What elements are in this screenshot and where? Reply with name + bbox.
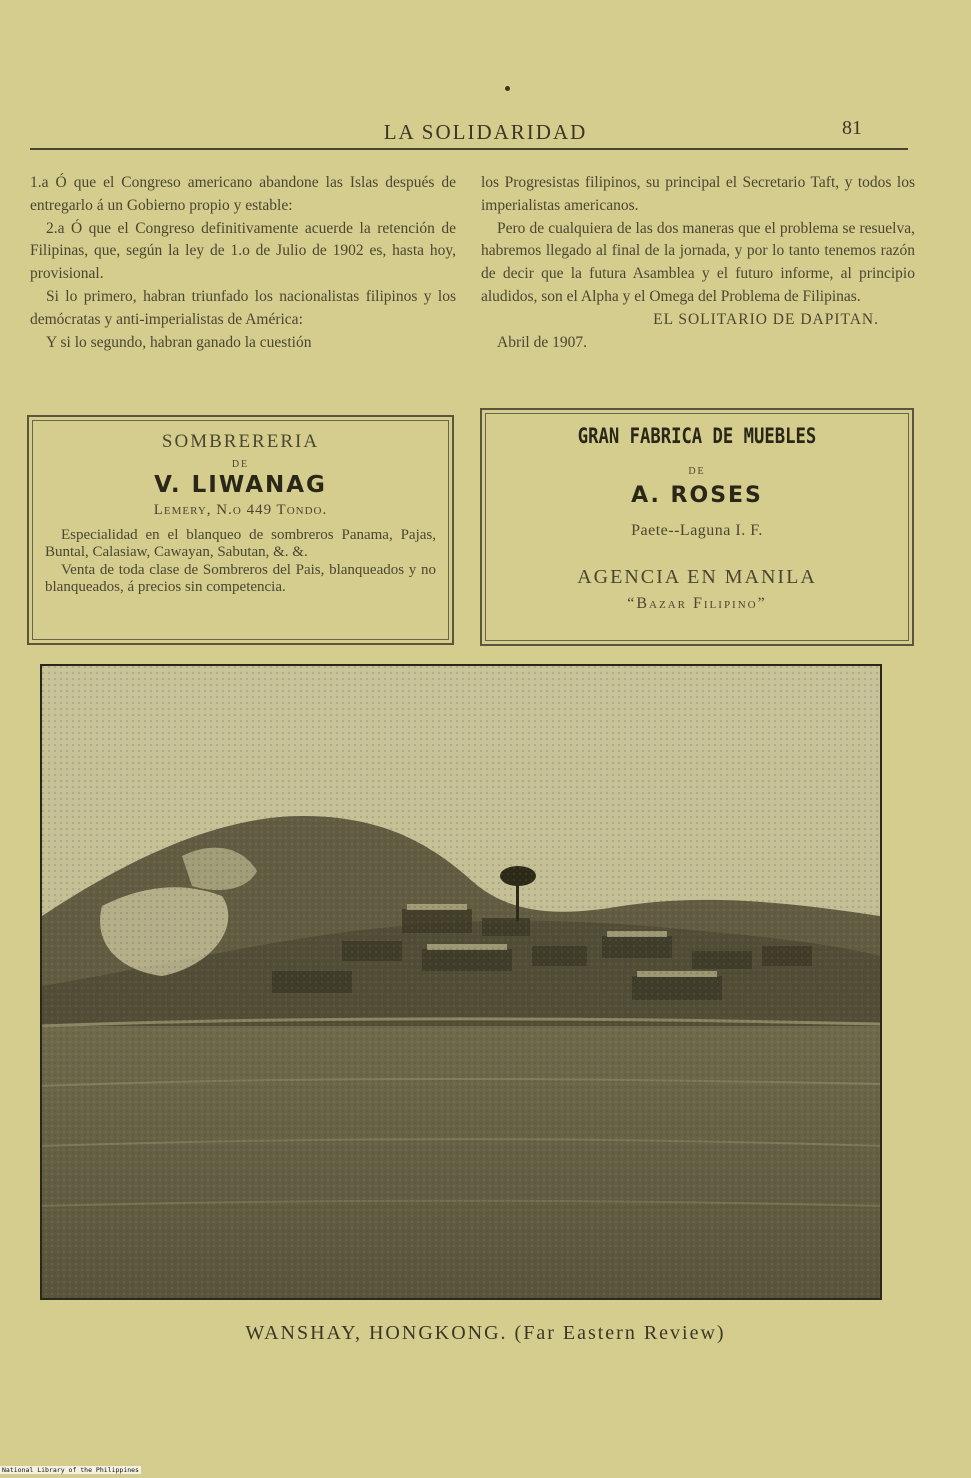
article-paragraph: 2.a Ó que el Congreso definitivamente acuerde la retención de Filipinas, que, según la ley de 1.o de Julio de 1902 es, hasta hoy, provisional. (30, 219, 456, 283)
ad-title: SOMBRERERIA (161, 431, 320, 452)
article-paragraph: 1.a Ó que el Congreso americano abandone las Islas después de entregarlo á un Gobierno propio y estable: (30, 174, 456, 214)
article-paragraph: Si lo primero, habran triunfado los nacionalistas filipinos y los demócratas y anti-imperialistas de América: (30, 287, 456, 328)
advertisement-sombrereria (27, 415, 454, 645)
article-dateline: Abril de 1907. (497, 333, 587, 351)
ad-title: GRAN FABRICA DE MUEBLES (577, 424, 817, 448)
ad-agency: AGENCIA EN MANILA (577, 566, 817, 588)
ad-description: Especialidad en el blanqueo de sombreros Panama, Pajas, Buntal, Calasiaw, Cawayan, Sabutan, &. &. (45, 527, 436, 560)
ad-address: Lemery, N.o 449 Tondo. (153, 502, 328, 518)
ad-bazar: “Bazar Filipino” (627, 595, 767, 612)
library-credit: National Library of the Philippines (2, 1466, 139, 1474)
ad-business-name: A. ROSES (631, 483, 763, 508)
landscape-photo (40, 664, 882, 1300)
article-signature: EL SOLITARIO DE DAPITAN. (653, 310, 879, 328)
running-head: LA SOLIDARIDAD (383, 120, 588, 144)
article-paragraph: Pero de cualquiera de las dos maneras que el problema se resuelva, habremos llegado al final de la jornada, y por lo tanto tenemos razón de decir que la futura Asamblea y el futuro informe, al principio aludidos, son el Alpha y el Omega del Problema de Filipinas. (481, 219, 915, 305)
photo-caption: WANSHAY, HONGKONG. (Far Eastern Review) (245, 1322, 726, 1344)
page-number: 81 (842, 117, 862, 139)
article-paragraph: Y si lo segundo, habran ganado la cuestión (46, 333, 312, 351)
ad-de: DE (231, 459, 250, 470)
article-left-column (30, 172, 456, 354)
ink-dot (505, 86, 510, 91)
article-paragraph: los Progresistas filipinos, su principal el Secretario Taft, y todos los imperialistas americanos. (481, 174, 915, 214)
hillside-village-illustration (42, 666, 880, 1298)
ad-description: Venta de toda clase de Sombreros del Pais, blanqueados y no blanqueados, á precios sin competencia. (45, 562, 436, 595)
advertisement-muebles (480, 408, 914, 646)
article-right-column (481, 172, 915, 354)
ad-de: DE (688, 466, 706, 477)
header-rule (30, 148, 908, 150)
ad-location: Paete--Laguna I. F. (631, 522, 763, 539)
ad-business-name: V. LIWANAG (154, 472, 327, 498)
